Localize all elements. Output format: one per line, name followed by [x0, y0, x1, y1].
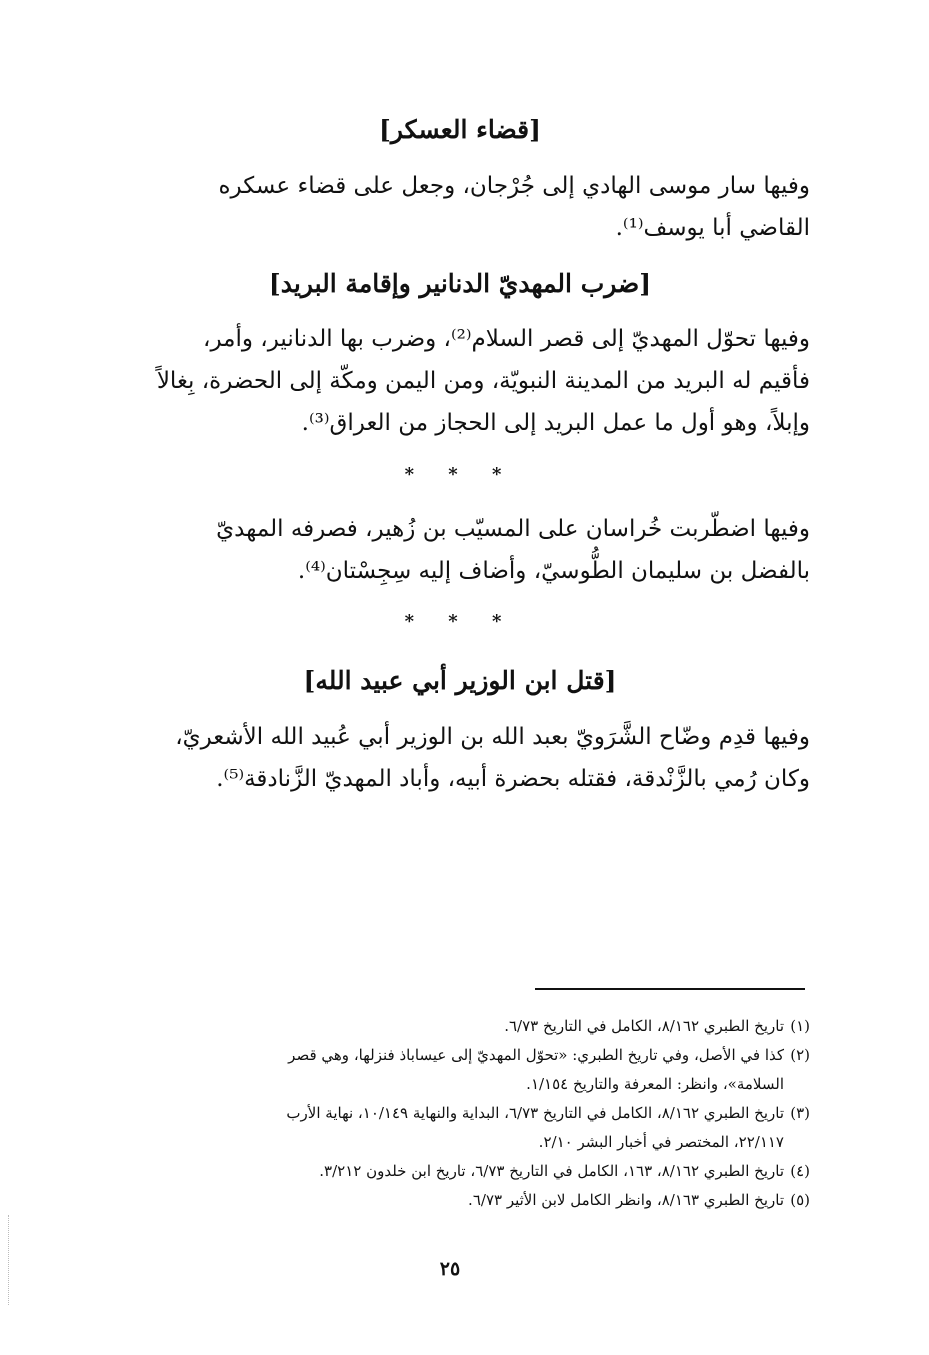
footnote-4 — [110, 1157, 810, 1186]
footnote-text — [110, 1012, 784, 1041]
section-heading-killing: [قتل ابن الوزير أبي عبيد الله] — [303, 666, 617, 695]
footnote-line: تاريخ الطبري ٨/١٦٢، الكامل في التاريخ ٦/٧٣، البداية والنهاية ١٠/١٤٩، نهاية الأرب — [286, 1104, 784, 1122]
footnote-line: السلامة»، وانظر: المعرفة والتاريخ ١/١٥٤. — [526, 1075, 784, 1093]
paragraph-3 — [110, 508, 810, 592]
section-heading-judiciary: [قضاء العسكر] — [379, 115, 541, 144]
page-number: ٢٥ — [439, 1258, 461, 1280]
paragraph-1-line-2: القاضي أبا يوسف⁽¹⁾. — [615, 215, 810, 241]
footnote-text — [110, 1041, 784, 1099]
section-separator: * * * — [404, 464, 516, 485]
footnote-2 — [110, 1041, 810, 1099]
footnote-line: تاريخ الطبري ٨/١٦٢، الكامل في التاريخ ٦/٧٣. — [504, 1017, 784, 1035]
footnote-number: (٥) — [790, 1191, 810, 1209]
footnote-text — [110, 1186, 784, 1215]
footnote-5 — [110, 1186, 810, 1215]
footnote-3 — [110, 1099, 810, 1157]
footnotes — [110, 1012, 810, 1215]
footnote-divider — [535, 988, 805, 990]
footnote-number: (٤) — [790, 1162, 810, 1180]
footnote-number: (١) — [790, 1017, 810, 1035]
margin-scan-mark — [8, 1215, 17, 1305]
paragraph-2-line-3: وإبلاً، وهو أول ما عمل البريد إلى الحجاز من العراق⁽³⁾. — [301, 410, 810, 436]
footnote-text — [110, 1099, 784, 1157]
footnote-1 — [110, 1012, 810, 1041]
paragraph-4 — [110, 716, 810, 800]
footnote-text — [110, 1157, 784, 1186]
paragraph-2-line-1: وفيها تحوّل المهديّ إلى قصر السلام⁽²⁾، وضرب بها الدنانير، وأمر، — [203, 326, 810, 352]
footnote-line: كذا في الأصل، وفي تاريخ الطبري: «تحوّل المهديّ إلى عيساباذ فنزلها، وهي قصر — [288, 1046, 784, 1064]
footnote-line: تاريخ الطبري ٨/١٦٢، ١٦٣، الكامل في التاريخ ٦/٧٣، تاريخ ابن خلدون ٣/٢١٢. — [319, 1162, 784, 1180]
paragraph-4-line-2: وكان رُمي بالزَّنْدقة، فقتله بحضرة أبيه، وأباد المهديّ الزَّنادقة⁽⁵⁾. — [216, 766, 810, 792]
paragraph-3-line-1: وفيها اضطّربت خُراسان على المسيّب بن زُهير، فصرفه المهديّ — [216, 516, 810, 542]
paragraph-1-line-1: وفيها سار موسى الهادي إلى جُرْجان، وجعل على قضاء عسكره — [218, 173, 810, 199]
footnote-number: (٣) — [790, 1104, 810, 1122]
paragraph-1 — [110, 165, 810, 249]
footnote-line: ٢٢/١١٧، المختصر في أخبار البشر ٢/١٠. — [538, 1133, 784, 1151]
paragraph-3-line-2: بالفضل بن سليمان الطُّوسيّ، وأضاف إليه سِجِسْتان⁽⁴⁾. — [297, 558, 810, 584]
section-heading-dinars-post: [ضرب المهديّ الدنانير وإقامة البريد] — [268, 269, 652, 298]
paragraph-2-line-2: فأقيم له البريد من المدينة النبويّة، ومن اليمن ومكّة إلى الحضرة، بِغالاً — [156, 368, 810, 394]
footnote-number: (٢) — [790, 1046, 810, 1064]
paragraph-2 — [110, 318, 810, 444]
footnote-line: تاريخ الطبري ٨/١٦٣، وانظر الكامل لابن الأثير ٦/٧٣. — [468, 1191, 784, 1209]
section-separator: * * * — [404, 611, 516, 632]
paragraph-4-line-1: وفيها قدِم وضّاح الشَّرَويّ بعبد الله بن الوزير أبي عُبيد الله الأشعريّ، — [175, 724, 810, 750]
